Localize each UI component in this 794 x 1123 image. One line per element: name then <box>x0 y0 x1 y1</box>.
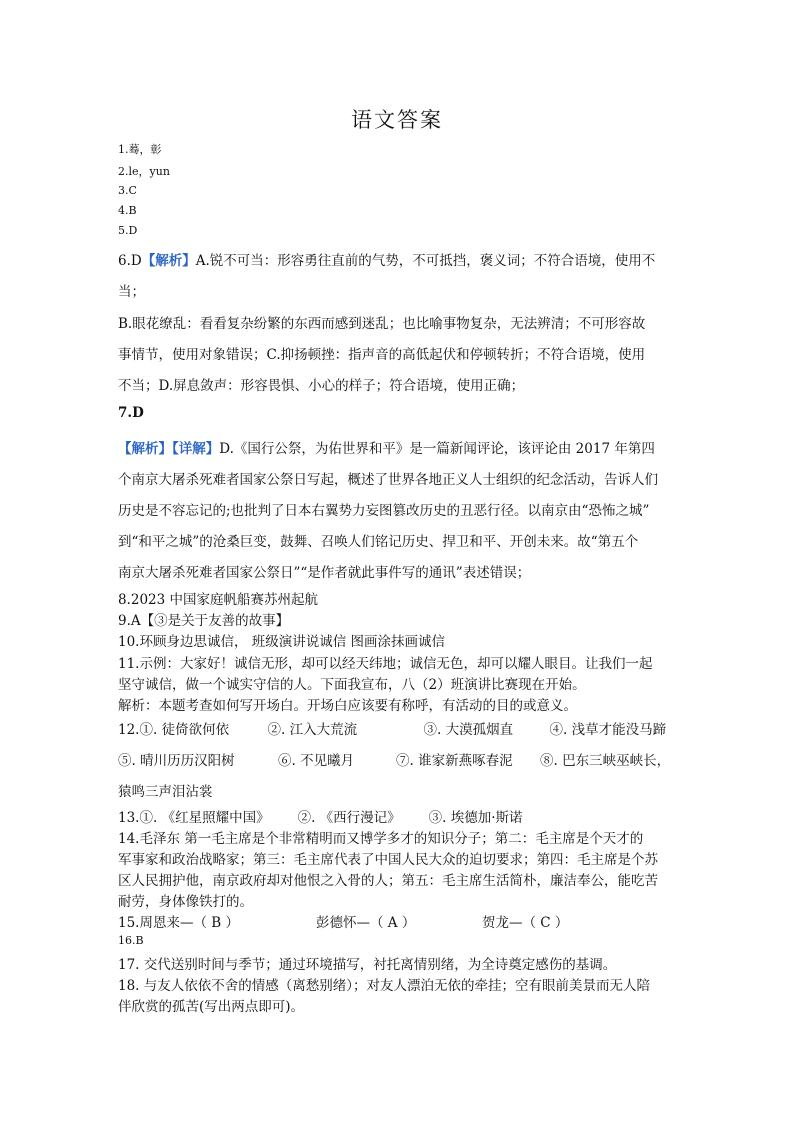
answer-6-number: 6.D <box>118 253 142 269</box>
poem-item-6: ⑥. 不见曦月 <box>278 753 355 769</box>
answer-9: 9.A【③是关于友善的故事】 <box>118 613 290 629</box>
answer-6-line-2: 当； <box>118 284 145 300</box>
answer-6-text: A.锐不可当：形容勇往直前的气势，不可抵挡，褒义词；不符合语境，使用不 <box>195 253 656 269</box>
poem-item-4: ④. 浅草才能没马蹄 <box>549 722 667 738</box>
answer-12-line-1 <box>118 718 666 738</box>
answer-16: 16.B <box>118 934 144 947</box>
detail-tag: 【详解】 <box>172 441 220 457</box>
match-zhou-enlai: 15.周恩来—（ B ） <box>118 915 239 931</box>
answer-6-line-1 <box>118 249 655 269</box>
answer-7-line-3: 历史是不容忘记的;也批判了日本右翼势力妄图篡改历史的丑恶行径。以南京由“恐怖之城” <box>118 503 650 519</box>
poem-item-8: ⑧. 巴东三峡巫峡长， <box>540 753 671 769</box>
answer-3: 3.C <box>118 184 137 197</box>
answer-14-line-3: 区人民拥护他，南京政府却对他恨之入骨的人；第五：毛主席生活简朴，廉洁奉公，能吃苦 <box>118 873 658 889</box>
answer-14-line-1: 14.毛泽东 第一毛主席是个非常精明而又博学多才的知识分子；第二：毛主席是个天才的 <box>118 831 644 847</box>
answer-7-line-2: 个南京大屠杀死难者国家公祭日写起，概述了世界各地正义人士组织的纪念活动，告诉人们 <box>118 472 658 488</box>
answer-7-text: D.《国行公祭，为佑世界和平》是一篇新闻评论，该评论由 2017 年第四 <box>219 441 655 457</box>
answer-12-line-3: 猿鸣三声泪沾裳 <box>118 784 213 800</box>
analysis-tag: 【解析】 <box>141 253 196 269</box>
book-item-1: ①. 《红星照耀中国》 <box>139 810 270 826</box>
answer-8: 8.2023 中国家庭帆船赛苏州起航 <box>118 592 319 608</box>
answer-6-line-3: B.眼花缭乱：看看复杂纷繁的东西而感到迷乱；也比喻事物复杂，无法辨清；不可形容故 <box>118 316 646 332</box>
answer-18-line-1: 18. 与友人依依不舍的情感（离愁别绪）；对友人漂泊无依的牵挂；空有眼前美景而无人陪 <box>118 978 651 994</box>
answer-7-line-1 <box>118 437 655 457</box>
answer-15 <box>118 911 568 931</box>
match-he-long: 贺龙—（ C ） <box>482 915 569 931</box>
answer-14-line-4: 耐劳，身体像铁打的。 <box>118 894 253 910</box>
answer-6-line-4: 事情节，使用对象错误；C.抑扬顿挫：指声音的高低起伏和停顿转折；不符合语境，使用 <box>118 347 646 363</box>
poem-item-1: ①. 徒倚欲何依 <box>139 722 230 738</box>
answer-14-line-2: 军事家和政治战略家；第三：毛主席代表了中国人民大众的迫切要求；第四：毛主席是个苏 <box>118 852 658 868</box>
answer-4: 4.B <box>118 204 137 217</box>
answer-2: 2.le，yun <box>118 165 170 178</box>
answer-12-line-2 <box>118 749 670 769</box>
answer-6-line-5: 不当；D.屏息敛声：形容畏惧、小心的样子；符合语境，使用正确； <box>118 378 525 394</box>
answer-7-number: 7.D <box>118 405 144 421</box>
poem-item-5: ⑤. 晴川历历汉阳树 <box>118 753 235 769</box>
answer-7-line-5: 南京大屠杀死难者国家公祭日”“是作者就此事件写的通讯”表述错误； <box>118 565 531 581</box>
book-item-3: ③. 埃德加·斯诺 <box>428 810 523 826</box>
answer-12-number: 12. <box>118 722 140 738</box>
book-item-2: ②. 《西行漫记》 <box>297 810 401 826</box>
answer-11-line-1: 11.示例：大家好！诚信无形，却可以经天纬地；诚信无色，却可以耀人眼目。让我们一起 <box>118 656 653 672</box>
answer-10: 10.环顾身边思诚信， 班级演讲说诚信 图画涂抹画诚信 <box>118 634 446 650</box>
answer-18-line-2: 伴欣赏的孤苦(写出两点即可)。 <box>118 999 305 1015</box>
answer-13 <box>118 806 523 826</box>
answer-5: 5.D <box>118 224 138 237</box>
poem-item-7: ⑦. 谁家新燕啄春泥 <box>396 753 513 769</box>
poem-item-3: ③. 大漠孤烟直 <box>423 722 514 738</box>
page-title: 语文答案 <box>351 108 443 132</box>
poem-item-2: ②. 江入大荒流 <box>267 722 358 738</box>
analysis-tag: 【解析】 <box>118 441 172 457</box>
answer-11-line-3: 解析：本题考查如何写开场白。开场白应该要有称呼，有活动的目的或意义。 <box>118 698 577 714</box>
answer-17: 17. 交代送别时间与季节；通过环境描写，衬托离情别绪，为全诗奠定感伤的基调。 <box>118 957 617 973</box>
answer-1: 1.蓦，彰 <box>118 143 162 156</box>
answer-11-line-2: 坚守诚信，做一个诚实守信的人。下面我宣布，八（2）班演讲比赛现在开始。 <box>118 677 586 693</box>
match-peng-dehuai: 彭德怀—（ A ） <box>316 915 416 931</box>
answer-7-line-4: 到“和平之城”的沧桑巨变，鼓舞、召唤人们铭记历史、捍卫和平、开创未来。故“第五个 <box>118 534 639 550</box>
answer-13-number: 13. <box>118 810 140 826</box>
